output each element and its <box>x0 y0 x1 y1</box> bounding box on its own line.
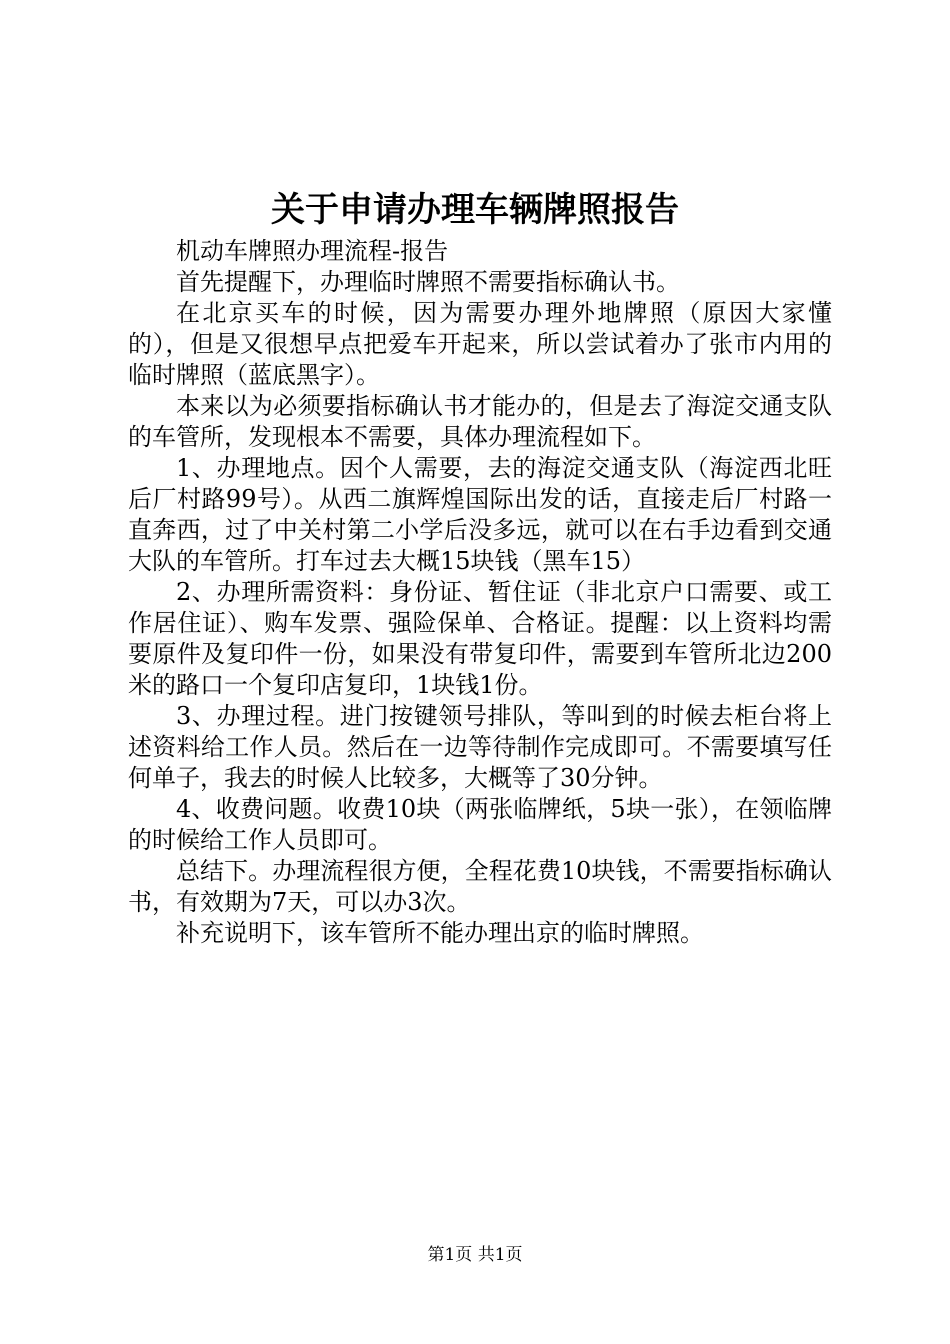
paragraph-summary: 总结下。办理流程很方便，全程花费10块钱，不需要指标确认书，有效期为7天，可以办3次。 <box>128 857 832 916</box>
paragraph-background: 在北京买车的时候，因为需要办理外地牌照（原因大家懂的），但是又很想早点把爱车开起来，所以尝试着办了张市内用的临时牌照（蓝底黑字）。 <box>128 299 832 389</box>
paragraph-supplement: 补充说明下，该车管所不能办理出京的临时牌照。 <box>176 919 704 947</box>
paragraph-fees: 4、收费问题。收费10块（两张临牌纸，5块一张），在领临牌的时候给工作人员即可。 <box>128 795 832 854</box>
paragraph-reminder: 首先提醒下，办理临时牌照不需要指标确认书。 <box>176 268 680 296</box>
paragraph-materials: 2、办理所需资料：身份证、暂住证（非北京户口需要、或工作居住证）、购车发票、强险保单、合格证。提醒：以上资料均需要原件及复印件一份，如果没有带复印件，需要到车管所北边200米的路口一个复印店复印，1块钱1份。 <box>128 578 832 699</box>
paragraph-discovery: 本来以为必须要指标确认书才能办的，但是去了海淀交通支队的车管所，发现根本不需要，具体办理流程如下。 <box>128 392 832 451</box>
paragraph-process: 3、办理过程。进门按键领号排队，等叫到的时候去柜台将上述资料给工作人员。然后在一边等待制作完成即可。不需要填写任何单子，我去的时候人比较多，大概等了30分钟。 <box>128 702 832 792</box>
page-number-footer: 第1页 共1页 <box>427 1245 523 1265</box>
paragraph-location: 1、办理地点。因个人需要，去的海淀交通支队（海淀西北旺后厂村路99号）。从西二旗辉煌国际出发的话，直接走后厂村路一直奔西，过了中关村第二小学后没多远，就可以在右手边看到交通大队的车管所。打车过去大概15块钱（黑车15） <box>128 454 832 575</box>
paragraph-subtitle: 机动车牌照办理流程-报告 <box>176 237 449 265</box>
document-title: 关于申请办理车辆牌照报告 <box>271 190 679 230</box>
document-body <box>128 236 832 949</box>
